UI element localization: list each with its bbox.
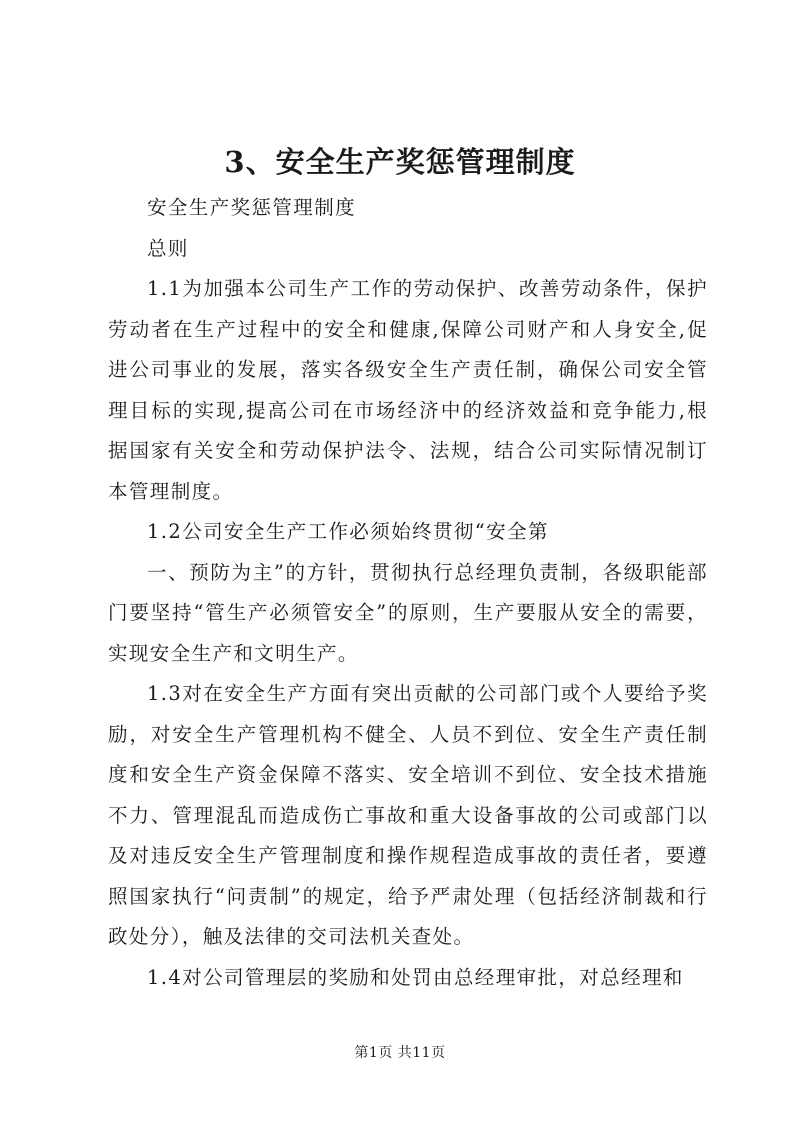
paragraph-1-1: 1.1为加强本公司生产工作的劳动保护、改善劳动条件，保护劳动者在生产过程中的安全和健康,保障公司财产和人身安全,促进公司事业的发展，落实各级安全生产责任制，确保公司安全管理目标的实现,提高公司在市场经济中的经济效益和竞争能力,根据国家有关安全和劳动保护法令、法规，结合公司实际情况制订本管理制度。 bbox=[108, 277, 708, 503]
paragraph-1-2-continued: 一、预防为主”的方针，贯彻执行总经理负责制，各级职能部门要坚持“管生产必须管安全”的原则，生产要服从安全的需要，实现安全生产和文明生产。 bbox=[108, 560, 708, 665]
paragraph-heading: 安全生产奖惩管理制度 bbox=[147, 196, 357, 219]
paragraph-general: 总则 bbox=[147, 236, 189, 260]
paragraph-1-3: 1.3对在安全生产方面有突出贡献的公司部门或个人要给予奖励，对安全生产管理机构不健全、人员不到位、安全生产责任制度和安全生产资金保障不落实、安全培训不到位、安全技术措施不力、管理混乱而造成伤亡事故和重大设备事故的公司或部门以及对违反安全生产管理制度和操作规程造成事故的责任者，要遵照国家执行“问责制”的规定，给予严肃处理（包括经济制裁和行政处分），触及法律的交司法机关查处。 bbox=[108, 682, 708, 948]
document-body bbox=[108, 188, 708, 998]
page-number-footer: 第1页 共11页 bbox=[354, 1045, 446, 1061]
paragraph-1-2: 1.2公司安全生产工作必须始终贯彻“安全第 bbox=[147, 520, 549, 543]
document-title: 3、安全生产奖惩管理制度 bbox=[224, 145, 576, 179]
paragraph-1-4: 1.4对公司管理层的奖励和处罚由总经理审批，对总经理和 bbox=[147, 965, 684, 989]
